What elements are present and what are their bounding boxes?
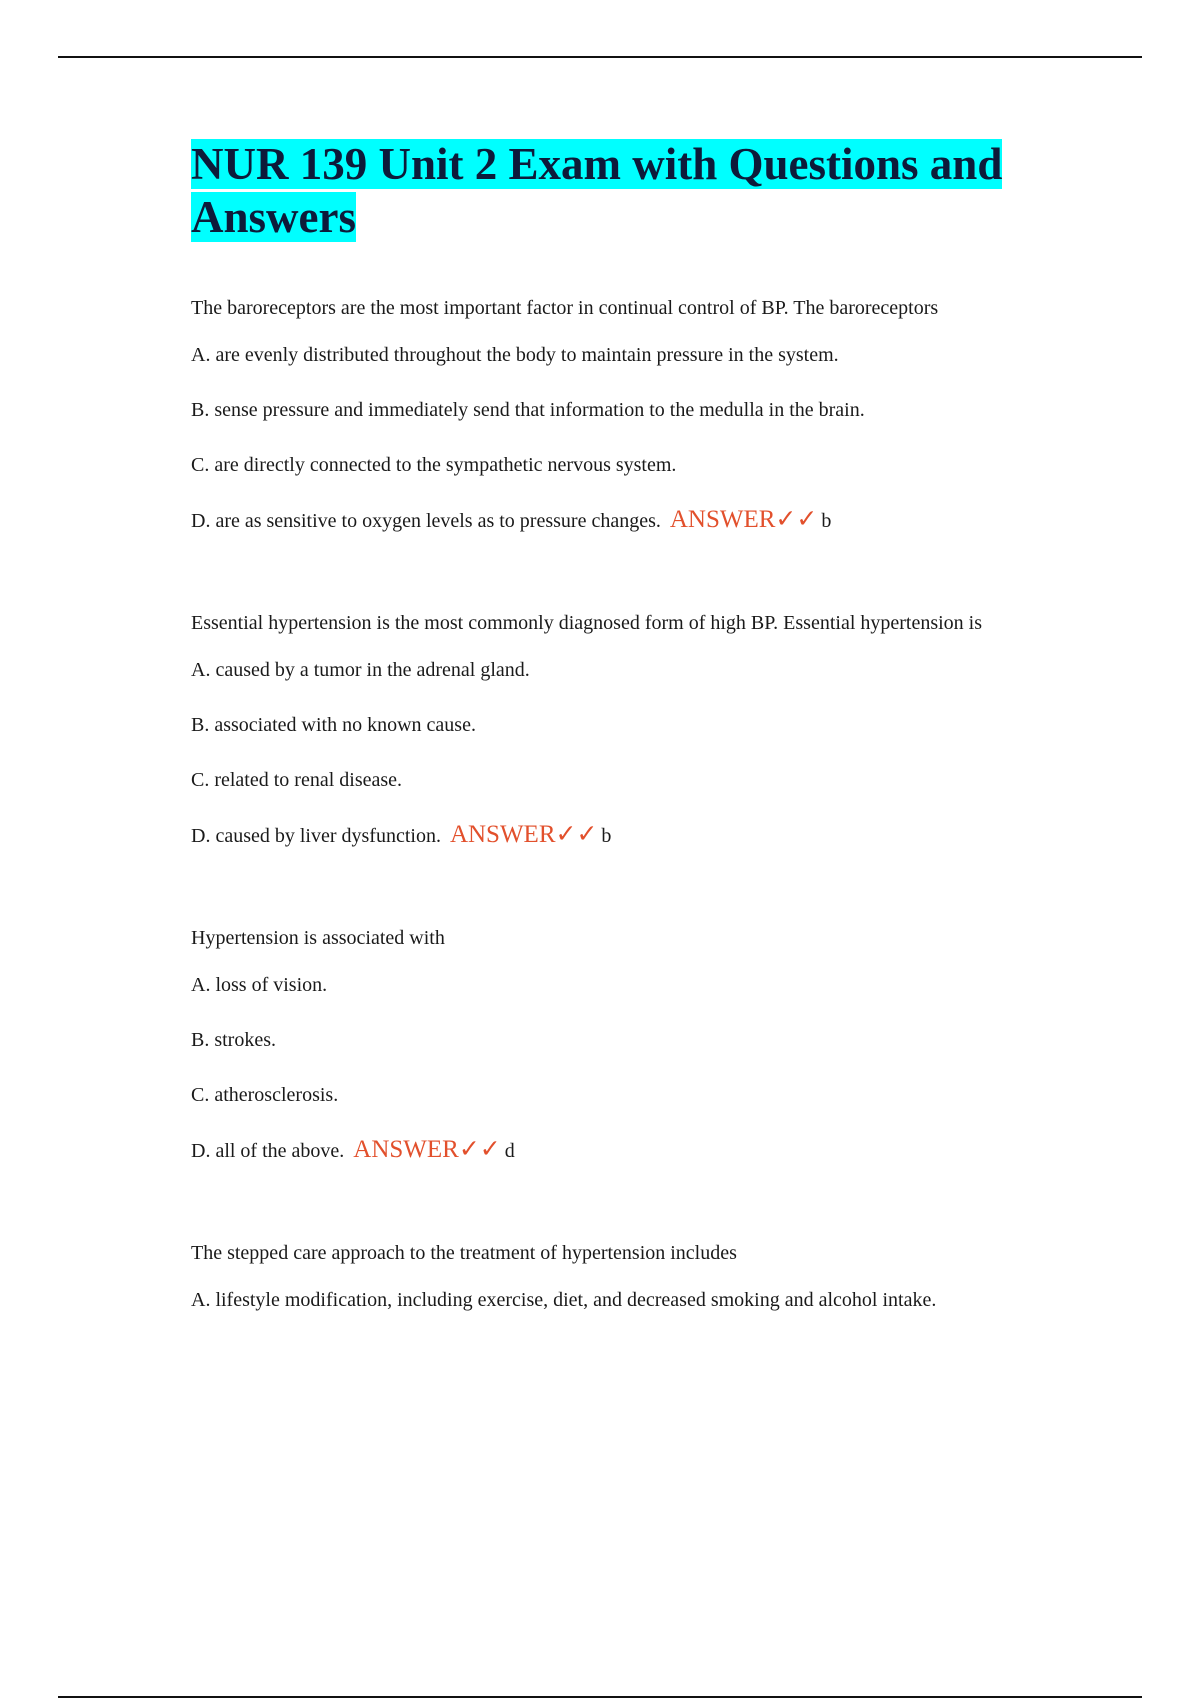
option-d: D. are as sensitive to oxygen levels as to pressure changes. [191, 510, 661, 532]
option-d: D. all of the above. [191, 1140, 345, 1162]
question-stem: Essential hypertension is the most commonly diagnosed form of high BP. Essential hypertension is [191, 612, 983, 634]
question-list [191, 288, 1071, 1312]
answer-label: ANSWER✓✓ [353, 1136, 501, 1163]
question-stem: The baroreceptors are the most important factor in continual control of BP. The baroreceptors [191, 297, 939, 319]
option-c: C. are directly connected to the sympathetic nervous system. [191, 454, 677, 476]
option-a: A. lifestyle modification, including exercise, diet, and decreased smoking and alcohol intake. [191, 1289, 937, 1311]
option-a: A. caused by a tumor in the adrenal gland. [191, 659, 530, 681]
answer-label: ANSWER✓✓ [449, 821, 598, 848]
option-d-with-answer [191, 508, 1071, 533]
option-a: A. are evenly distributed throughout the body to maintain pressure in the system. [191, 344, 839, 366]
option-b: B. associated with no known cause. [191, 714, 476, 736]
answer-value: b [821, 510, 832, 532]
answer-value: d [504, 1140, 515, 1162]
option-d: D. caused by liver dysfunction. [191, 825, 441, 847]
answer-label: ANSWER✓✓ [669, 506, 818, 533]
footer-rule [58, 1696, 1142, 1698]
option-d-with-answer [191, 823, 1071, 848]
question-1 [191, 288, 1071, 533]
option-a: A. loss of vision. [191, 974, 328, 996]
option-d-with-answer [191, 1138, 1071, 1163]
document-title [191, 138, 1071, 244]
document-title-text: NUR 139 Unit 2 Exam with Questions and Answers [191, 139, 1003, 242]
header-rule [58, 56, 1142, 58]
question-stem: The stepped care approach to the treatment of hypertension includes [191, 1242, 737, 1264]
option-c: C. atherosclerosis. [191, 1084, 339, 1106]
option-b: B. sense pressure and immediately send that information to the medulla in the brain. [191, 399, 865, 421]
question-2 [191, 603, 1071, 848]
option-b: B. strokes. [191, 1029, 276, 1051]
option-c: C. related to renal disease. [191, 769, 403, 791]
answer-value: b [601, 825, 612, 847]
question-stem: Hypertension is associated with [191, 927, 445, 949]
page-content [191, 138, 1071, 1312]
question-4 [191, 1233, 1071, 1312]
question-3 [191, 918, 1071, 1163]
